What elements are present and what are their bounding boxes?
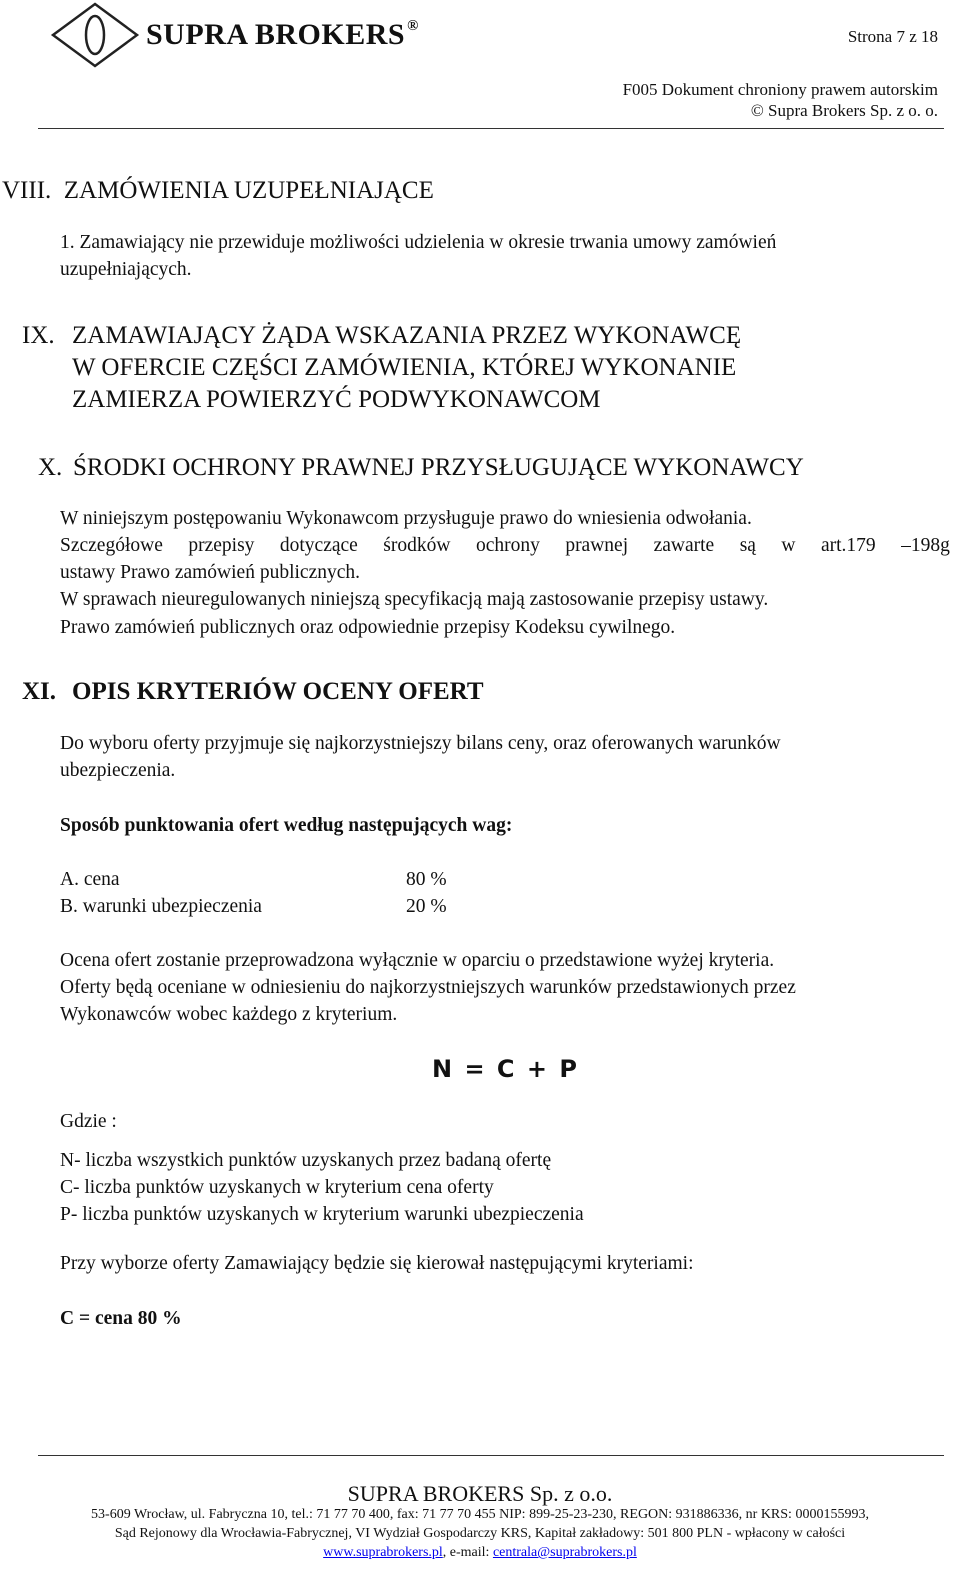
word: ochrony [475,535,540,556]
header-divider [38,128,944,129]
word: dotyczące [279,535,358,556]
section-x-line2 [60,535,950,557]
section-x-number: X. [38,454,63,481]
page-number: Strona 7 z 18 [847,27,938,46]
section-ix-title-line1: ZAMAWIAJĄCY ŻĄDA WSKAZANIA PRZEZ WYKONAWCĘ [72,322,742,349]
word: przepisy [188,535,255,556]
score-formula: N = C + P [432,1055,579,1083]
definition-n: N- liczba wszystkich punktów uzyskanych przez badaną ofertę [60,1150,552,1171]
criterion-b-weight: 20 % [406,896,447,917]
section-ix-title-line3: ZAMIERZA POWIERZYĆ PODWYKONAWCOM [72,386,601,413]
section-x-line3: ustawy Prawo zamówień publicznych. [60,562,361,583]
criterion-a-weight: 80 % [406,869,447,890]
logo-text: SUPRA BROKERS ® [146,18,419,51]
document-protection-note: F005 Dokument chroniony prawem autorskim [622,80,938,99]
definition-c: C- liczba punktów uzyskanych w kryterium cena oferty [60,1177,494,1198]
email-link[interactable]: centrala@suprabrokers.pl [492,1545,637,1560]
section-x-title: ŚRODKI OCHRONY PRAWNEJ PRZYSŁUGUJĄCE WYKONAWCY [73,454,804,481]
word: są [739,535,756,556]
footer-address: 53-609 Wrocław, ul. Fabryczna 10, tel.: 71 77 70 400, fax: 71 77 70 455 NIP: 899-25-23-230, REGON: 931886336, nr KRS: 0000155993, [91,1507,869,1522]
criterion-a-label: A. cena [60,869,120,890]
criterion-b-label: B. warunki ubezpieczenia [60,896,262,917]
section-ix-title-line2: W OFERCIE CZĘŚCI ZAMÓWIENIA, KTÓREJ WYKONANIE [72,354,737,381]
word: zawarte [653,535,715,556]
word: w [781,535,796,556]
word: środków [383,535,451,556]
section-x-line5: Prawo zamówień publicznych oraz odpowiednie przepisy Kodeksu cywilnego. [60,617,676,638]
footer-court-info: Sąd Rejonowy dla Wrocławia-Fabrycznej, VI Wydział Gospodarczy KRS, Kapitał zakładowy: 501 800 PLN - wpłacony w całości [114,1526,846,1541]
word: prawnej [565,535,629,556]
section-x-line4: W sprawach nieuregulowanych niniejszą specyfikacją mają zastosowanie przepisy ustawy. [60,589,769,610]
footer-divider [38,1455,944,1456]
section-xi-number: XI. [22,678,57,705]
evaluation-line3: Wykonawców wobec każdego z kryterium. [60,1004,398,1025]
section-viii-heading: VIII. ZAMÓWIENIA UZUPEŁNIAJĄCE [2,177,434,204]
copyright-note: © Supra Brokers Sp. z o. o. [750,101,938,120]
section-ix-number: IX. [22,322,55,349]
word: –198g [901,535,950,556]
evaluation-line2: Oferty będą oceniane w odniesieniu do najkorzystniejszych warunków przedstawionych przez [60,977,796,998]
company-logo [50,2,480,68]
word: art.179 [820,535,876,556]
section-xi-title: OPIS KRYTERIÓW OCENY OFERT [72,678,484,705]
logo-diamond-icon [50,2,140,68]
word: Szczegółowe [60,535,163,556]
weights-heading: Sposób punktowania ofert według następujących wag: [60,815,513,836]
section-viii-item-line1: 1. Zamawiający nie przewiduje możliwości udzielenia w okresie trwania umowy zamówień [60,232,777,253]
definition-p: P- liczba punktów uzyskanych w kryterium warunki ubezpieczenia [60,1204,584,1225]
footer-contact [0,1545,960,1561]
section-xi-intro-line2: ubezpieczenia. [60,760,176,781]
section-viii-item-line2: uzupełniających. [60,259,192,280]
criteria-intro: Przy wyborze oferty Zamawiający będzie się kierował następującymi kryteriami: [60,1253,694,1274]
footer-company-name: SUPRA BROKERS Sp. z o.o. [347,1481,613,1506]
where-label: Gdzie : [60,1111,117,1132]
email-prefix: , e-mail: [442,1545,493,1560]
website-link[interactable]: www.suprabrokers.pl [323,1545,443,1560]
section-xi-intro-line1: Do wyboru oferty przyjmuje się najkorzystniejszy bilans ceny, oraz oferowanych warunków [60,733,781,754]
evaluation-line1: Ocena ofert zostanie przeprowadzona wyłącznie w oparciu o przedstawione wyżej kryteria. [60,950,775,971]
price-criterion-formula: C = cena 80 % [60,1308,182,1329]
section-x-line1: W niniejszym postępowaniu Wykonawcom przysługuje prawo do wniesienia odwołania. [60,508,752,529]
